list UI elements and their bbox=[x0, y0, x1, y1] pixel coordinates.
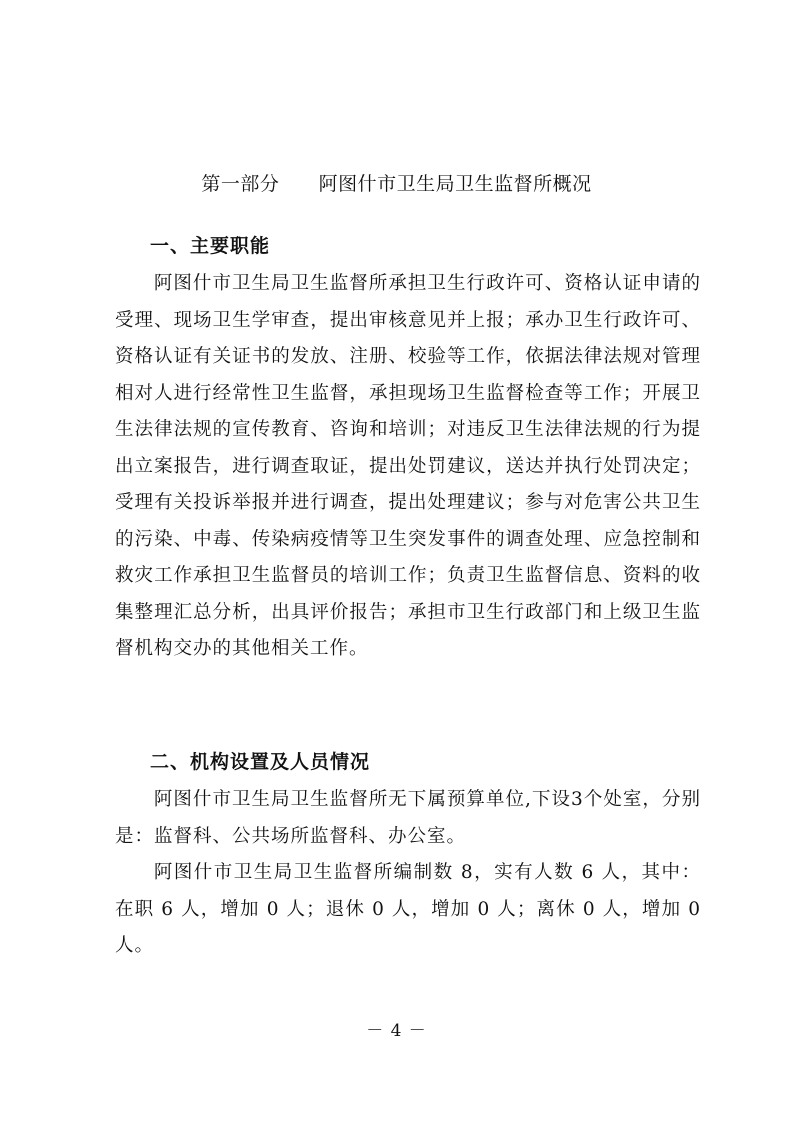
section-body-main-functions bbox=[115, 266, 701, 668]
section-body-organization bbox=[115, 782, 701, 965]
page-number: － 4 － bbox=[366, 1021, 427, 1041]
section-heading-organization: 二、机构设置及人员情况 bbox=[150, 751, 371, 773]
paragraph-main-functions: 阿图什市卫生局卫生监督所承担卫生行政许可、资格认证申请的受理、现场卫生学审查，提出审核意见并上报；承办卫生行政许可、资格认证有关证书的发放、注册、校验等工作，依据法律法规对管理相对人进行经常性卫生监督，承担现场卫生监督检查等工作；开展卫生法律法规的宣传教育、咨询和培训；对违反卫生法律法规的行为提出立案报告，进行调查取证，提出处罚建议，送达并执行处罚决定；受理有关投诉举报并进行调查，提出处理建议；参与对危害公共卫生的污染、中毒、传染病疫情等卫生突发事件的调查处理、应急控制和救灾工作承担卫生监督员的培训工作；负责卫生监督信息、资料的收集整理汇总分析，出具评价报告；承担市卫生行政部门和上级卫生监督机构交办的其他相关工作。 bbox=[115, 273, 701, 659]
section-heading-main-functions: 一、主要职能 bbox=[150, 235, 271, 257]
paragraph-staffing: 阿图什市卫生局卫生监督所编制数 8，实有人数 6 人，其中：在职 6 人，增加 0 人；退休 0 人，增加 0 人；离休 0 人，增加 0 人。 bbox=[115, 862, 701, 956]
page-title: 第一部分 阿图什市卫生局卫生监督所概况 bbox=[201, 173, 592, 195]
paragraph-organization-units: 阿图什市卫生局卫生监督所无下属预算单位,下设3个处室，分别是：监督科、公共场所监督科、办公室。 bbox=[115, 789, 701, 847]
